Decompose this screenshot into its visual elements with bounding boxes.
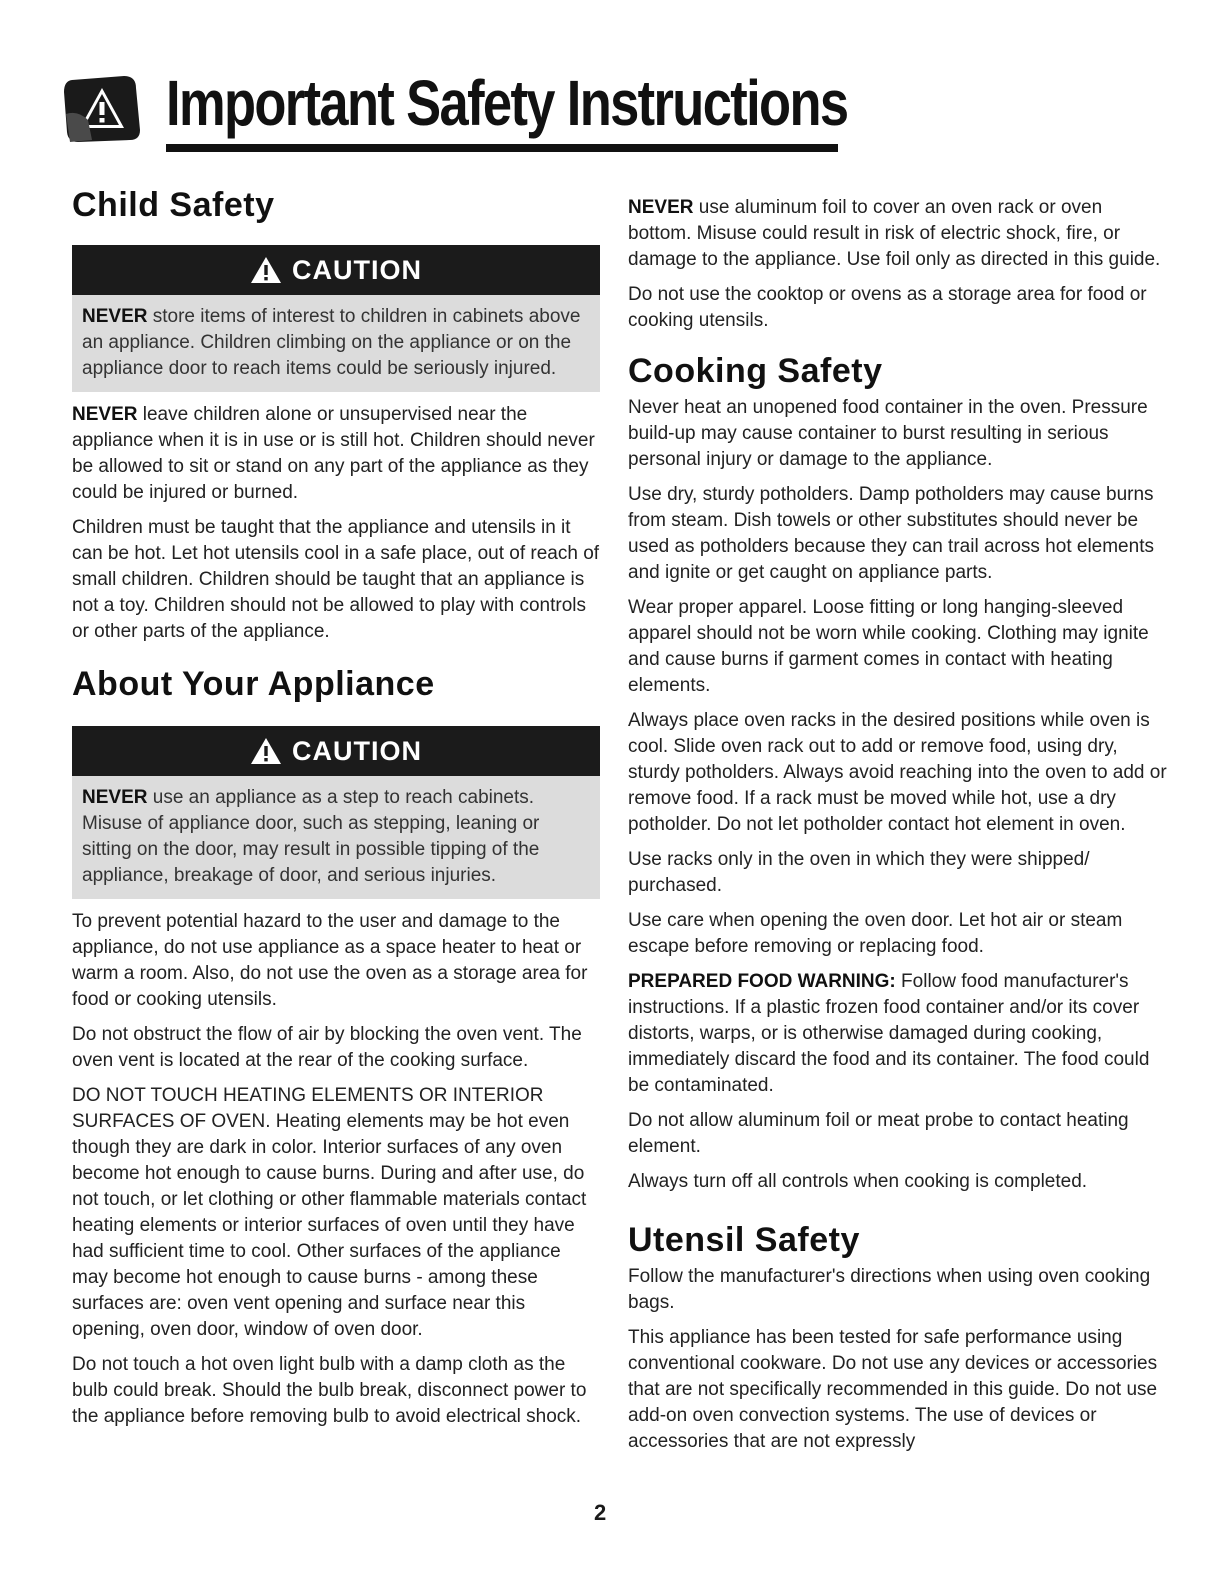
paragraph: Use care when opening the oven door. Let hot air or steam escape before removing or replacing food. (628, 910, 1123, 957)
paragraph: DO NOT TOUCH HEATING ELEMENTS OR INTERIOR SURFACES OF OVEN. Heating elements may be hot even though they are dark in color. Interior surfaces of any oven become hot enough to cause burns. During and after use, do not touch, or let clothing or other flammable materials contact heating elements or interior surfaces of oven until they have had sufficient time to cool. Other surfaces of the appliance may become hot enough to cause burns - among these surfaces are: oven vent opening and surface near this opening, oven door, window of oven door. (72, 1085, 587, 1340)
left-column (72, 186, 600, 1439)
paragraph-lead: NEVER (628, 197, 694, 218)
paragraph: Wear proper apparel. Loose fitting or long hanging-sleeved apparel should not be worn while cooking. Clothing may ignite and cause burns if garment comes in contact with heating elements. (628, 597, 1149, 696)
paragraph: Always place oven racks in the desired positions while oven is cool. Slide oven rack out to add or remove food, using dry, sturdy potholders. Always avoid reaching into the oven to add or remove food. If a rack must be moved while hot, use a dry potholder. Do not let potholder contact hot element in oven. (628, 710, 1167, 835)
about-appliance-heading: About Your Appliance (72, 665, 435, 703)
warning-hand-icon (62, 74, 142, 144)
paragraph-lead: PREPARED FOOD WARNING: (628, 971, 896, 992)
caution-body: use an appliance as a step to reach cabinets. Misuse of appliance door, such as stepping, leaning or sitting on the door, may result in possible tipping of the appliance, breakage of door, and serious injuries. (82, 787, 540, 886)
paragraph: This appliance has been tested for safe performance using conventional cookware. Do not use any devices or accessories that are not specifically recommended in this guide. Do not use add-on oven convection systems. The use of devices or accessories that are not expressly (628, 1327, 1158, 1452)
paragraph-body: use aluminum foil to cover an oven rack or oven bottom. Misuse could result in risk of electric shock, fire, or damage to the appliance. Use foil only as directed in this guide. (628, 197, 1161, 270)
caution-banner (72, 245, 600, 295)
paragraph: Do not use the cooktop or ovens as a storage area for food or cooking utensils. (628, 284, 1147, 331)
page-number: 2 (594, 1500, 607, 1525)
caution-text (72, 776, 600, 899)
paragraph: Follow the manufacturer's directions when using oven cooking bags. (628, 1266, 1151, 1313)
caution-body: store items of interest to children in cabinets above an appliance. Children climbing on the appliance or on the appliance door to reach items could be seriously injured. (82, 306, 581, 379)
caution-text (72, 295, 600, 392)
page-title: Important Safety Instructions (166, 67, 848, 139)
paragraph: Never heat an unopened food container in the oven. Pressure build-up may cause container to burst resulting in serious personal injury or damage to the appliance. (628, 397, 1148, 470)
paragraph (628, 969, 1168, 1099)
paragraph: Use dry, sturdy potholders. Damp potholders may cause burns from steam. Dish towels or other substitutes should never be used as potholders because they can trail across hot elements and ignite or get caught on appliance parts. (628, 484, 1154, 583)
paragraph (72, 402, 600, 506)
caution-label: CAUTION (292, 735, 422, 766)
child-safety-caution-box (72, 245, 600, 392)
caution-lead: NEVER (82, 306, 148, 327)
paragraph: To prevent potential hazard to the user and damage to the appliance, do not use appliance as a space heater to heat or warm a room. Also, do not use the oven as a storage area for food or cooking utensils. (72, 911, 588, 1010)
header-rule (166, 144, 838, 152)
paragraph-body: leave children alone or unsupervised near the appliance when it is in use or is still hot. Children should never be allowed to sit or stand on any part of the appliance as they could be injured or burned. (72, 404, 595, 503)
child-safety-heading: Child Safety (72, 186, 275, 224)
paragraph (628, 195, 1168, 273)
caution-label: CAUTION (292, 254, 422, 285)
caution-lead: NEVER (82, 787, 148, 808)
paragraph: Do not touch a hot oven light bulb with a damp cloth as the bulb could break. Should the bulb break, disconnect power to the appliance before removing bulb to avoid electrical shock. (72, 1354, 587, 1427)
paragraph: Use racks only in the oven in which they were shipped/ purchased. (628, 849, 1090, 896)
paragraph-lead: NEVER (72, 404, 138, 425)
cooking-safety-heading: Cooking Safety (628, 352, 883, 390)
warning-triangle-icon (250, 737, 282, 765)
paragraph-body: Follow food manufacturer's instructions. If a plastic frozen food container and/or its cover distorts, warps, or is otherwise damaged during cooking, immediately discard the food and its container. The food could be contaminated. (628, 971, 1150, 1096)
paragraph: Always turn off all controls when cooking is completed. (628, 1171, 1088, 1192)
caution-banner (72, 726, 600, 776)
paragraph: Children must be taught that the appliance and utensils in it can be hot. Let hot utensils cool in a safe place, out of reach of small children. Children should be taught that an appliance is not a toy. Children should not be allowed to play with controls or other parts of the appliance. (72, 517, 600, 642)
right-column (628, 195, 1168, 1464)
utensil-safety-heading: Utensil Safety (628, 1221, 860, 1259)
paragraph: Do not obstruct the flow of air by blocking the oven vent. The oven vent is located at the rear of the cooking surface. (72, 1024, 582, 1071)
warning-triangle-icon (250, 256, 282, 284)
paragraph: Do not allow aluminum foil or meat probe to contact heating element. (628, 1110, 1129, 1157)
about-appliance-caution-box (72, 726, 600, 899)
